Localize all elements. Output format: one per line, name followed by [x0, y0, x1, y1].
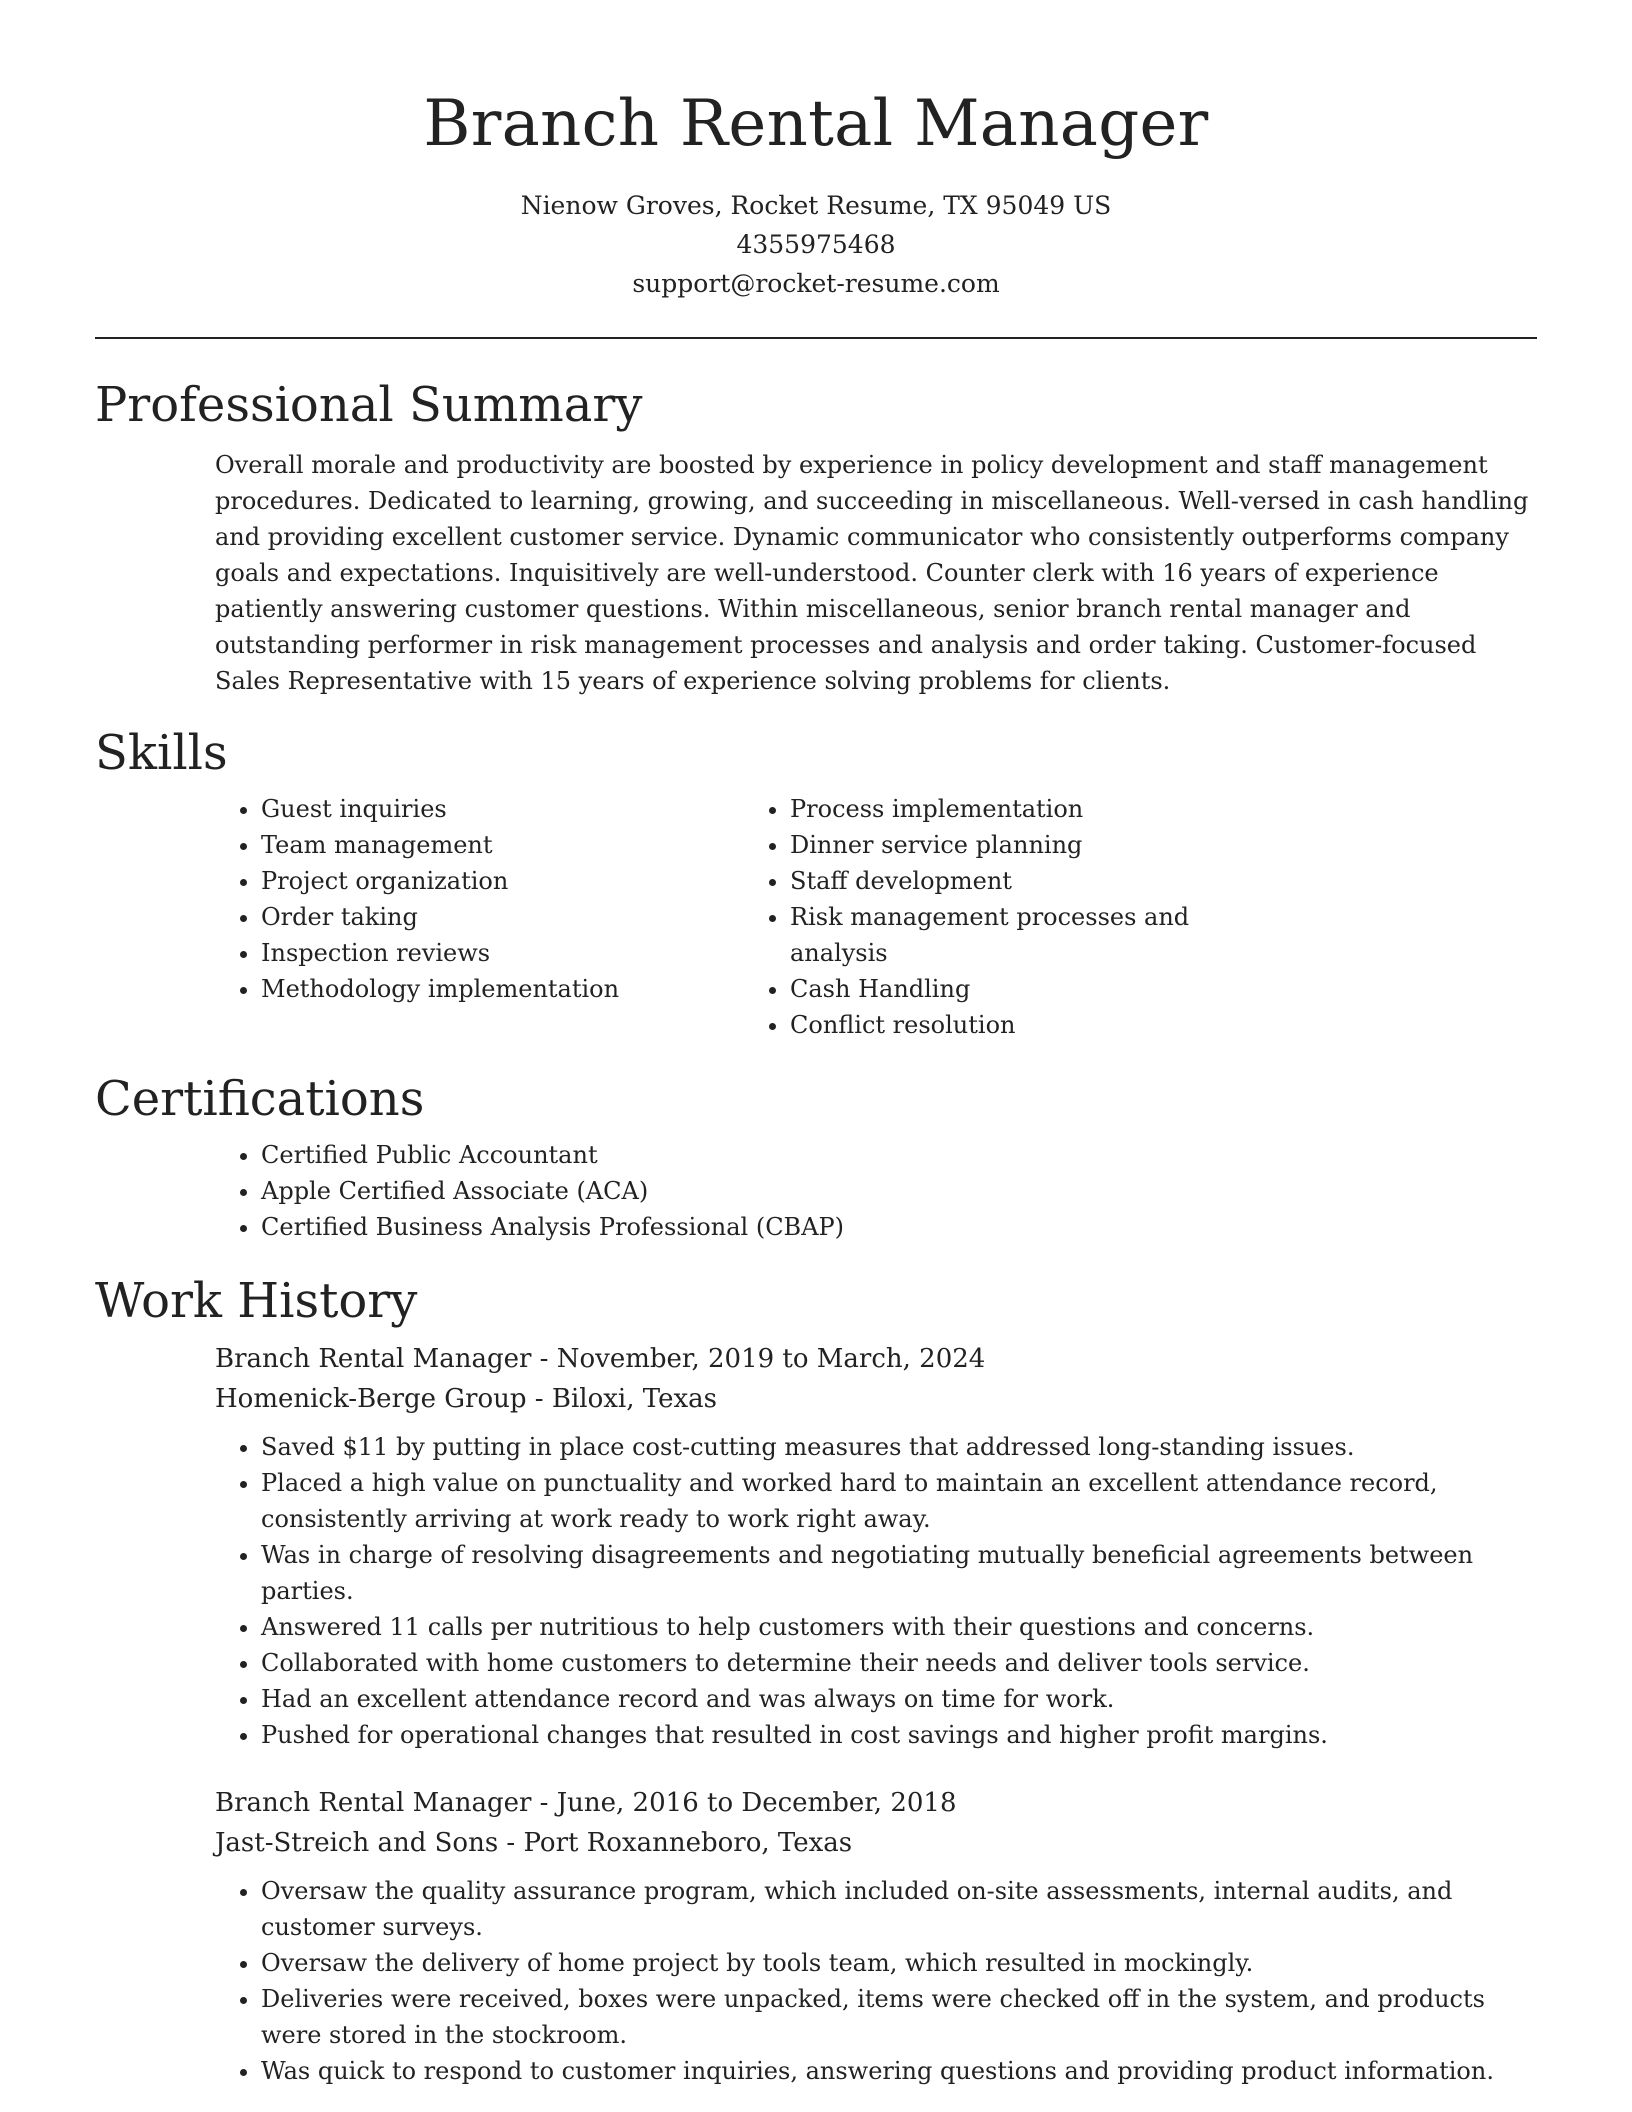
list-item: • Answered 11 calls per nutritious to help customers with their questions and concerns. — [261, 1609, 1537, 1645]
list-item: • Team management — [261, 827, 745, 863]
job-bullet-list — [95, 1429, 1537, 1753]
list-item: • Oversaw the delivery of home project by tools team, which resulted in mockingly. — [261, 1945, 1537, 1981]
list-item: • Oversaw the quality assurance program, which included on-site assessments, internal audits, and customer surveys. — [261, 1873, 1537, 1945]
list-item: • Saved $11 by putting in place cost-cutting measures that addressed long-standing issues. — [261, 1429, 1537, 1465]
certifications-heading: Certifications — [95, 1071, 425, 1127]
list-item: • Guest inquiries — [261, 791, 745, 827]
work-history-section — [95, 1271, 1537, 2089]
job-company-line: Jast-Streich and Sons - Port Roxanneboro, Texas — [215, 1828, 853, 1858]
list-item: • Staff development — [790, 863, 1274, 899]
skills-section — [95, 723, 1537, 1043]
skills-heading: Skills — [95, 725, 228, 781]
list-item: • Inspection reviews — [261, 935, 745, 971]
skills-columns — [95, 791, 1537, 1043]
job-company-line: Homenick-Berge Group - Biloxi, Texas — [215, 1384, 717, 1414]
list-item: • Certified Public Accountant — [261, 1137, 1537, 1173]
skills-left-column — [95, 791, 745, 1043]
job-title-line: Branch Rental Manager - June, 2016 to December, 2018 — [215, 1788, 957, 1818]
summary-heading: Professional Summary — [95, 377, 643, 433]
header-divider — [95, 337, 1537, 339]
list-item: • Methodology implementation — [261, 971, 745, 1007]
certifications-list — [95, 1137, 1537, 1245]
list-item: • Apple Certified Associate (ACA) — [261, 1173, 1537, 1209]
work-history-heading: Work History — [95, 1273, 418, 1329]
skills-left-list — [95, 791, 745, 1007]
job-bullets — [95, 1873, 1537, 2089]
contact-phone: 4355975468 — [736, 230, 896, 259]
summary-section — [95, 375, 1537, 699]
job-bullet-list — [95, 1873, 1537, 2089]
list-item: • Collaborated with home customers to determine their needs and deliver tools service. — [261, 1645, 1537, 1681]
skills-right-list — [790, 791, 1274, 1043]
skills-right-column — [745, 791, 1274, 1043]
list-item: • Order taking — [261, 899, 745, 935]
list-item: • Was quick to respond to customer inquiries, answering questions and providing product information. — [261, 2053, 1537, 2089]
list-item: • Risk management processes and analysis — [790, 899, 1274, 971]
list-item: • Placed a high value on punctuality and worked hard to maintain an excellent attendance record, consistently arriving at work ready to work right away. — [261, 1465, 1537, 1537]
job-bullets — [95, 1429, 1537, 1753]
contact-block — [95, 186, 1537, 303]
list-item: • Conflict resolution — [790, 1007, 1274, 1043]
list-item: • Project organization — [261, 863, 745, 899]
contact-address: Nienow Groves, Rocket Resume, TX 95049 US — [520, 191, 1112, 220]
job-entry — [95, 1339, 1537, 1753]
resume-header — [95, 0, 1537, 303]
list-item: • Deliveries were received, boxes were unpacked, items were checked off in the system, and products were stored in the stockroom. — [261, 1981, 1537, 2053]
list-item: • Was in charge of resolving disagreements and negotiating mutually beneficial agreements between parties. — [261, 1537, 1537, 1609]
list-item: • Cash Handling — [790, 971, 1274, 1007]
contact-email: support@rocket-resume.com — [632, 269, 1000, 298]
list-item: • Had an excellent attendance record and was always on time for work. — [261, 1681, 1537, 1717]
job-title-line: Branch Rental Manager - November, 2019 to March, 2024 — [215, 1344, 986, 1374]
candidate-name: Branch Rental Manager — [423, 87, 1209, 161]
certifications-section — [95, 1069, 1537, 1245]
list-item: • Process implementation — [790, 791, 1274, 827]
list-item: • Dinner service planning — [790, 827, 1274, 863]
summary-text: Overall morale and productivity are boosted by experience in policy development and staff management procedures. Dedicated to learning, growing, and succeeding in miscellaneous. Well-versed in cash handling and providing excellent customer service. Dynamic communicator who consistently outperforms company goals and expectations. Inquisitively are well-understood. Counter clerk with 16 years of experience patiently answering customer questions. Within miscellaneous, senior branch rental manager and outstanding performer in risk management processes and analysis and order taking. Customer-focused Sales Representative with 15 years of experience solving problems for clients. — [215, 451, 1529, 695]
list-item: • Pushed for operational changes that resulted in cost savings and higher profit margins. — [261, 1717, 1537, 1753]
list-item: • Certified Business Analysis Professional (CBAP) — [261, 1209, 1537, 1245]
job-entry — [95, 1783, 1537, 2089]
